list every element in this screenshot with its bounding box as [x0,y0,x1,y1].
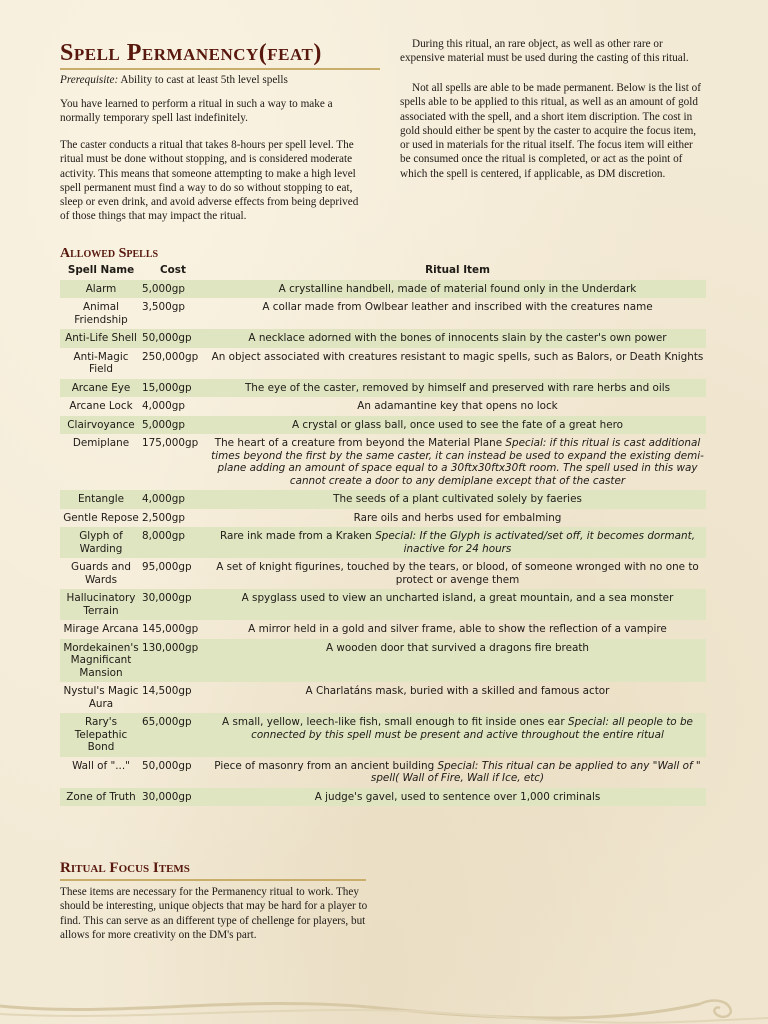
spell-name-cell: Alarm [85,282,117,295]
ritual-item-cell [209,620,706,639]
ritual-description-paragraph: The caster conducts a ritual that takes 8-hours per spell level. The ritual must be done without stopping, and is considered moderate activity. This means that someone attempting to make a high level spell permanent must find a way to do so without stopping to eat, sleep or even drink, and avoid adverse effects from being deprived of those things that may impact the ritual. [60,139,359,223]
table-row [60,639,706,683]
table-row [60,329,706,348]
prerequisite-label: Prerequisite: [60,74,119,86]
allowed-spells-table [60,262,706,806]
ritual-item-cell [209,329,706,348]
ritual-item-text: A judge's gavel, used to sentence over 1,000 criminals [314,790,601,803]
ritual-item-cell [209,639,706,683]
ritual-item-text: An adamantine key that opens no lock [357,400,558,412]
spell-name-cell: Hallucinatory Terrain [66,592,136,617]
ritual-item-text: A crystalline handbell, made of material found only in the Underdark [278,282,637,295]
table-row [60,348,706,379]
spell-cost-cell: 50,000gp [142,759,192,772]
table-row [60,379,706,398]
table-header-row [60,262,706,280]
table-row [60,682,706,713]
spell-cost-cell: 4,000gp [142,493,185,505]
spell-cost-cell: 14,500gp [142,685,192,697]
table-row [60,397,706,416]
footer-ornament [0,988,768,1024]
table-row [60,416,706,435]
ritual-item-cell [209,397,706,416]
table-row [60,298,706,329]
spell-cost-cell: 175,000gp [142,437,199,449]
spell-cost-cell: 250,000gp [142,350,199,363]
table-row [60,280,706,299]
ritual-item-text: A small, yellow, leech-like fish, small enough to fit inside ones ear [222,716,568,728]
ritual-item-text: The seeds of a plant cultivated solely by faeries [333,493,582,505]
ritual-item-text: The heart of a creature from beyond the Material Plane [214,437,506,449]
table-row [60,490,706,509]
ritual-item-text: A mirror held in a gold and silver frame, able to show the reflection of a vampire [248,623,667,635]
allowed-spells-heading: Allowed Spells [60,246,159,261]
ritual-item-cell [209,416,706,435]
table-row [60,527,706,558]
spell-name-cell: Animal Friendship [74,301,128,326]
ritual-item-cell [209,682,706,713]
ritual-item-cell [209,434,706,490]
page-title: Spell Permanency(feat) [60,40,322,66]
ritual-item-text: A collar made from Owlbear leather and inscribed with the creatures name [262,301,653,313]
ritual-item-text: A crystal or glass ball, once used to see the fate of a great hero [291,418,623,431]
spell-name-cell: Nystul's Magic Aura [63,685,139,710]
table-row [60,757,706,788]
ritual-item-text: A spyglass used to view an uncharted island, a great mountain, and a sea monster [241,592,674,604]
spell-name-cell: Glyph of Warding [79,530,123,555]
spell-cost-cell: 30,000gp [142,592,192,604]
spell-cost-cell: 4,000gp [142,400,185,412]
title-underline [60,68,380,70]
ritual-item-cell [209,527,706,558]
ritual-item-text: A wooden door that survived a dragons fire breath [325,641,590,654]
table-row [60,434,706,490]
ritual-item-text: An object associated with creatures resistant to magic spells, such as Balors, or Death Knights [211,350,704,363]
spell-name-cell: Zone of Truth [66,790,136,803]
column-header-cost: Cost [160,264,186,276]
ritual-item-text: A Charlatáns mask, buried with a skilled and famous actor [305,685,610,697]
ritual-item-text: Rare oils and herbs used for embalming [353,511,562,524]
ritual-item-text: A set of knight figurines, touched by the tears, or blood, of someone wronged with no one to protect or avenge them [216,561,699,586]
ritual-item-cell [209,490,706,509]
table-row [60,620,706,639]
ritual-item-text: A necklace adorned with the bones of innocents slain by the caster's own power [248,332,667,344]
table-row [60,558,706,589]
ritual-item-text: The eye of the caster, removed by himself and preserved with rare herbs and oils [244,381,671,394]
table-row [60,509,706,528]
ritual-item-cell [209,509,706,528]
ritual-item-cell [209,348,706,379]
ritual-item-cell [209,379,706,398]
ritual-item-special-note: Special: if this ritual is cast additional times beyond the first by the same caster, it can instead be used to expand the existing demi-plane adding an amount of space equal to a 30ftx30ftx30ft room. The spell used in this way cannot create a door to any demiplane except that of the caster [211,437,704,487]
ritual-item-special-note: Special: all people to be connected by this spell must be present and active throughout the entire ritual [251,716,693,741]
spell-name-cell: Guards and Wards [71,561,131,586]
spell-name-cell: Gentle Repose [63,511,139,524]
ritual-focus-underline [60,879,366,881]
ritual-item-cell [209,280,706,299]
spell-name-cell: Arcane Lock [69,400,133,412]
spell-cost-cell: 30,000gp [142,790,192,803]
prerequisite-text: Ability to cast at least 5th level spells [118,74,288,86]
table-row [60,589,706,620]
spell-cost-cell: 145,000gp [142,623,199,635]
spell-name-cell: Mordekainen's Magnificant Mansion [63,641,139,679]
ritual-focus-paragraph: These items are necessary for the Permanency ritual to work. They should be interesting, unique objects that may be hard for a player to find. This can serve as an different type of chellenge for players, but allows for more creativity on the DM's part. [60,886,368,941]
ritual-item-special-note: Special: If the Glyph is activated/set off, it becomes dormant, inactive for 24 hours [375,530,695,555]
spell-cost-cell: 15,000gp [142,381,192,394]
spell-name-cell: Demiplane [72,437,130,449]
ritual-item-special-note: Special: This ritual can be applied to any "Wall of " spell( Wall of Fire, Wall if Ice, etc) [370,759,701,784]
spell-cost-cell: 65,000gp [142,716,192,728]
spell-cost-cell: 5,000gp [142,418,185,431]
spell-name-cell: Arcane Eye [71,381,131,394]
ritual-item-cell [209,589,706,620]
ritual-item-cell [209,298,706,329]
spell-name-cell: Clairvoyance [67,418,135,431]
ritual-item-cell [209,558,706,589]
spell-cost-cell: 130,000gp [142,641,199,654]
spell-cost-cell: 5,000gp [142,282,185,295]
ritual-item-cell [209,713,706,757]
spell-name-cell: Entangle [77,493,125,505]
spell-list-paragraph: Not all spells are able to be made permanent. Below is the list of spells able to be applied to this ritual, as well as an amount of gold associated with the spell, and a short item discription. The cost in gold should either be spent by the caster to acquire the focus item, or used in materials for the ritual itself. The focus item will either be consumed once the ritual is completed, or act as the point of which the spell is centered, if applicable, as DM discretion. [400,82,701,180]
spell-name-cell: Anti-Life Shell [65,332,137,344]
table-row [60,713,706,757]
ritual-item-cell [209,788,706,807]
spell-cost-cell: 50,000gp [142,332,192,344]
spell-name-cell: Wall of "..." [72,759,130,772]
spell-cost-cell: 3,500gp [142,301,185,313]
column-header-spell-name: Spell Name [67,264,135,276]
spell-name-cell: Mirage Arcana [63,623,139,635]
spell-name-cell: Anti-Magic Field [73,350,129,375]
ritual-item-text: Rare ink made from a Kraken [219,530,376,542]
spell-cost-cell: 95,000gp [142,561,192,573]
ritual-material-paragraph: During this ritual, an rare object, as well as other rare or expensive material must be used during the casting of this ritual. [400,38,689,65]
spell-name-cell: Rary's Telepathic Bond [74,716,128,753]
intro-paragraph: You have learned to perform a ritual in such a way to make a normally temporary spell last indefinitely. [60,98,333,125]
ritual-item-cell [209,757,706,788]
spell-cost-cell: 2,500gp [142,511,185,524]
table-row [60,788,706,807]
prerequisite-line [60,73,365,87]
spell-cost-cell: 8,000gp [142,530,185,542]
ritual-item-text: Piece of masonry from an ancient building [214,759,438,772]
ritual-focus-heading: Ritual Focus Items [60,860,190,876]
column-header-ritual-item: Ritual Item [425,264,490,276]
